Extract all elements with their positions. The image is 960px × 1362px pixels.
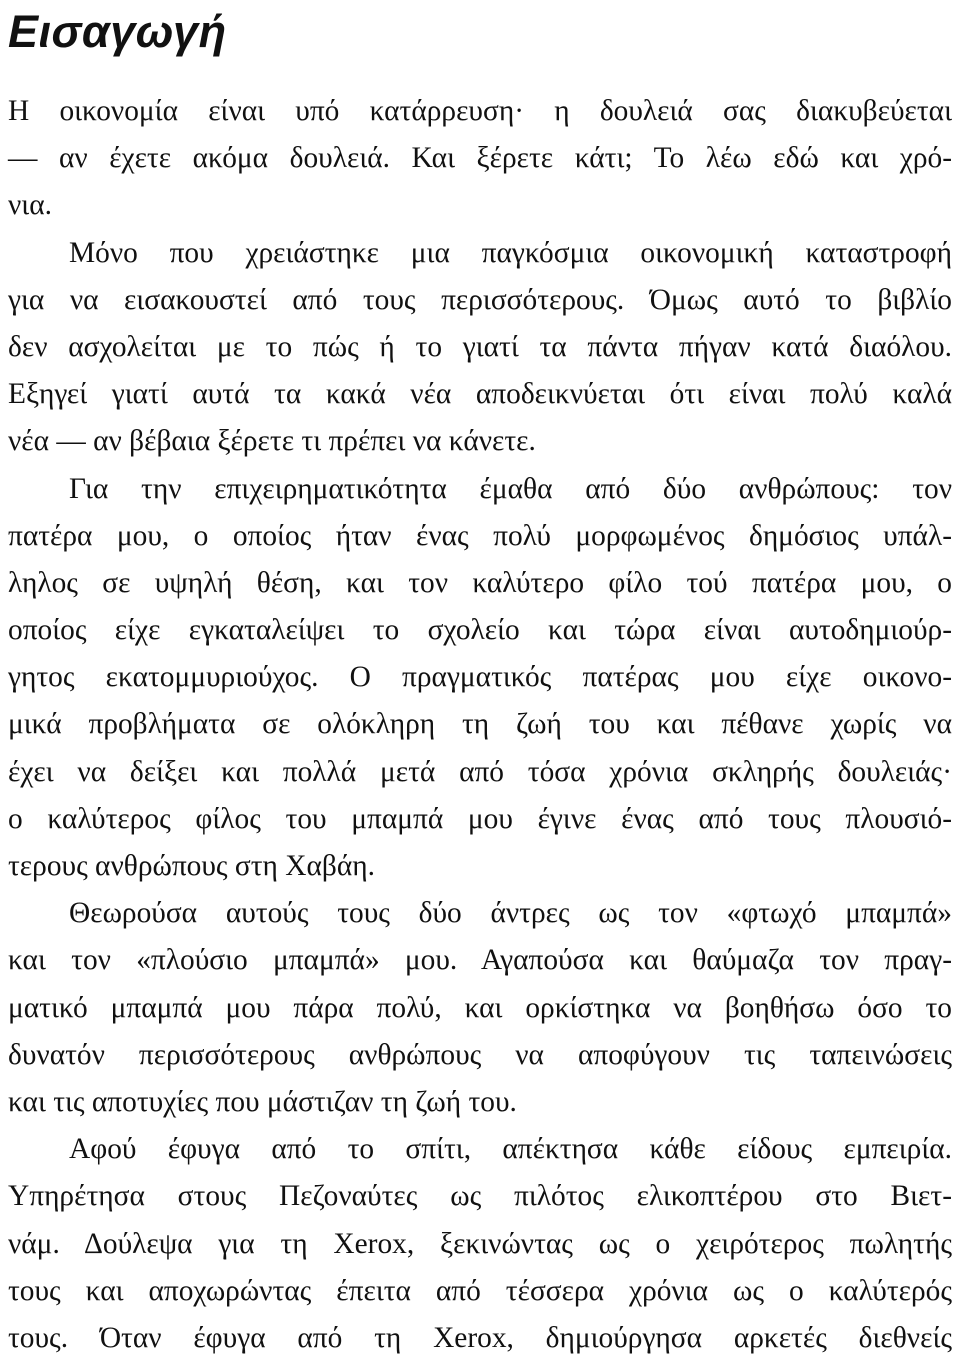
text-line: οποίος είχε εγκαταλείψει το σχολείο και τώρα είναι αυτοδημιούρ- bbox=[8, 614, 952, 647]
text-line: Για την επιχειρηματικότητα έμαθα από δύο ανθρώπους: τον bbox=[69, 472, 952, 505]
text-line: Υπηρέτησα στους Πεζοναύτες ως πιλότος ελικοπτέρου στο Βιετ- bbox=[8, 1180, 952, 1213]
text-line: ο καλύτερος φίλος του μπαμπά μου έγινε ένας από τους πλουσιό- bbox=[8, 802, 952, 835]
text-line: ληλος σε υψηλή θέση, και τον καλύτερο φίλο τού πατέρα μου, ο bbox=[8, 566, 952, 599]
text-line: για να εισακουστεί από τους περισσότερους. Όμως αυτό το βιβλίο bbox=[8, 283, 952, 316]
text-line: μικά προβλήματα σε ολόκληρη τη ζωή του και πέθανε χωρίς να bbox=[8, 708, 952, 741]
book-page bbox=[8, 0, 952, 1362]
text-line: τους. Όταν έφυγα από τη Xerox, δημιούργησα αρκετές διεθνείς bbox=[8, 1321, 952, 1354]
text-line: νάμ. Δούλεψα για τη Xerox, ξεκινώντας ως ο χειρότερος πωλητής bbox=[8, 1227, 952, 1260]
text-line: πατέρα μου, ο οποίος ήταν ένας πολύ μορφωμένος δημόσιος υπάλ- bbox=[8, 519, 952, 552]
text-line: Η οικονομία είναι υπό κατάρρευση· η δουλειά σας διακυβεύεται bbox=[8, 95, 952, 127]
text-line: δυνατόν περισσότερους ανθρώπους να αποφύγουν τις ταπεινώσεις bbox=[8, 1038, 952, 1071]
chapter-title: Εισαγωγή bbox=[8, 6, 227, 57]
text-line: νέα — αν βέβαια ξέρετε τι πρέπει να κάνετε. bbox=[8, 425, 536, 458]
text-line: και τις αποτυχίες που μάστιζαν τη ζωή του. bbox=[8, 1085, 517, 1118]
text-line: Μόνο που χρειάστηκε μια παγκόσμια οικονομική καταστροφή bbox=[69, 236, 952, 269]
text-line: Εξηγεί γιατί αυτά τα κακά νέα αποδεικνύεται ότι είναι πολύ καλά bbox=[8, 378, 952, 411]
text-line: Αφού έφυγα από το σπίτι, απέκτησα κάθε είδους εμπειρία. bbox=[69, 1133, 952, 1166]
text-line: νια. bbox=[8, 189, 52, 222]
text-line: γητος εκατομμυριούχος. Ο πραγματικός πατέρας μου είχε οικονο- bbox=[8, 661, 952, 694]
text-line: και τον «πλούσιο μπαμπά» μου. Αγαπούσα και θαύμαζα τον πραγ- bbox=[8, 944, 952, 977]
text-line: Θεωρούσα αυτούς τους δύο άντρες ως τον «φτωχό μπαμπά» bbox=[69, 897, 952, 930]
text-line: τερους ανθρώπους στη Χαβάη. bbox=[8, 850, 375, 882]
text-line: ματικό μπαμπά μου πάρα πολύ, και ορκίστηκα να βοηθήσω όσο το bbox=[8, 991, 952, 1024]
text-line: δεν ασχολείται με το πώς ή το γιατί τα πάντα πήγαν κατά διαόλου. bbox=[8, 330, 952, 363]
text-line: — αν έχετε ακόμα δουλειά. Και ξέρετε κάτι; Το λέω εδώ και χρό- bbox=[8, 142, 952, 175]
body-text bbox=[8, 88, 952, 1362]
text-line: έχει να δείξει και πολλά μετά από τόσα χρόνια σκληρής δουλειάς· bbox=[8, 755, 952, 788]
text-line: τους και αποχωρώντας έπειτα από τέσσερα χρόνια ως ο καλύτερός bbox=[8, 1274, 952, 1307]
